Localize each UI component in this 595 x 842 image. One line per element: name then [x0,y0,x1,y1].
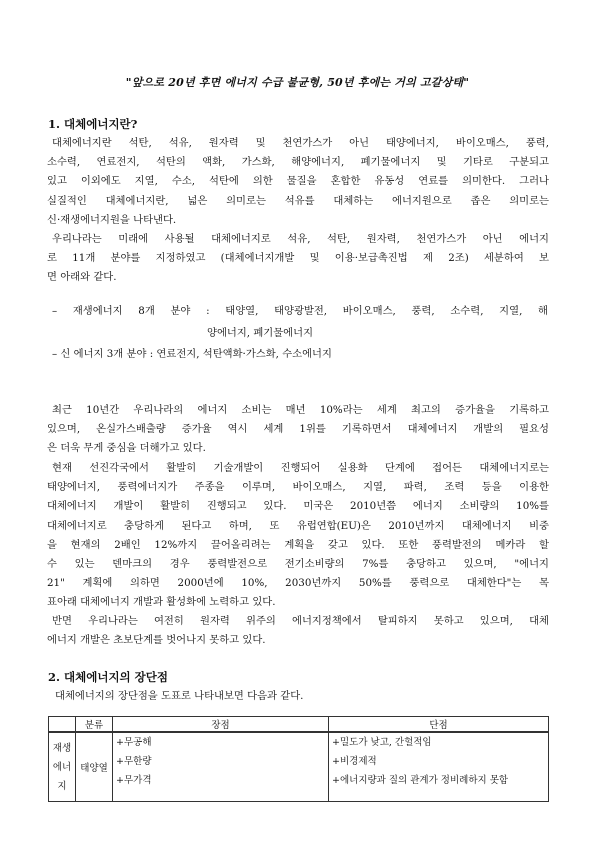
section-2-intro: 대체에너지의 장단점을 도표로 나타내보면 다음과 같다. [55,690,304,702]
text-line: 대체에너지로 충당하게 된다고 하며, 또 유럽연합(EU)은 2010년까지 대체에너지 비중 [47,519,549,532]
category-cell [49,732,76,802]
con-item: +밀도가 낮고, 간헐적임 [332,737,432,748]
paragraph-developed-countries [47,459,549,613]
cons-cell [329,732,549,802]
text-line: 표아래 대체에너지 개발과 활성화에 노력하고 있다. [47,596,276,609]
text-line: 최근 10년간 우리나라의 에너지 소비는 매년 10%라는 세계 최고의 증가율을 기록하고 [52,404,549,416]
text-line: 수 있는 덴마크의 경우 풍력발전으로 전기소비량의 7%를 충당하고 있으며, "에너지 [47,558,549,571]
table-header-category: 분류 [76,717,113,733]
text-line: 대체에너지란 석탄, 석유, 원자력 및 천연가스가 아닌 태양에너지, 바이오매스, 풍력, [52,137,549,149]
bullet-new-energy: – 신 에너지 3개 분야 : 연료전지, 석탄액화·가스화, 수소에너지 [52,348,332,360]
subcategory-cell: 태양열 [76,732,113,802]
text-line: 소수력, 연료전지, 석탄의 액화, 가스화, 해양에너지, 폐기물에너지 및 기타로 구분되고 [47,156,549,169]
text-line: 반면 우리나라는 여전히 원자력 위주의 에너지정책에서 탈피하지 못하고 있으며, 대체 [52,615,549,627]
text-line: 21" 계획에 의하면 2000년에 10%, 2030년까지 50%를 풍력으로 대체한다"는 목 [47,577,549,590]
table-header-row [49,717,549,733]
text-line: 을 현재의 2배인 12%까지 끌어올리려는 계획을 갖고 있다. 또한 풍력발전의 메카라 할 [47,538,549,551]
text-line: 에너지 개발은 초보단계를 벗어나지 못하고 있다. [47,634,266,647]
text-line: 태양에너지, 풍력에너지가 주종을 이루며, 바이오매스, 지열, 파력, 조력 등을 이용한 [47,481,549,494]
text-line: 대체에너지 개발이 활발히 진행되고 있다. 미국은 2010년쯤 에너지 소비량의 10%를 [47,500,549,513]
pro-item: +무한량 [116,756,152,767]
paragraph-korea-designation [47,230,549,288]
bullet-renewable: – 재생에너지 8개 분야 : 태양열, 태양광발전, 바이오매스, 풍력, 소수력, 지열, 해 [52,305,548,317]
text-line: 현재 선진각국에서 활발히 기술개발이 진행되어 실용화 단계에 접어든 대체에너지로는 [52,462,549,474]
text-line: 신·재생에너지원을 나타낸다. [47,213,177,226]
bullet-renewable-cont: 양에너지, 폐기물에너지 [207,327,314,339]
text-line: 로 11개 분야를 지정하였고 (대체에너지개발 및 이용·보급촉진법 제 2조) 세분하여 보 [47,252,549,265]
con-item: +비경제적 [332,756,377,767]
category-text: 에너 [52,761,72,773]
pros-cell [113,732,329,802]
table-row [49,732,549,802]
text-line: 있으며, 온실가스배출량 증가율 역시 세계 1위를 기록하면서 대체에너지 개발의 필요성 [47,423,549,436]
category-text: 재생 [52,742,72,754]
text-line: 실질적인 대체에너지란, 넓은 의미로는 석유를 대체하는 에너지원으로 좁은 의미로는 [47,194,549,207]
pros-cons-table [48,716,549,802]
table-header-pros: 장점 [113,717,329,733]
paragraph-korea-status [47,612,549,650]
table-header-empty [49,717,76,733]
table-header-cons: 단점 [329,717,549,733]
paragraph-definition [47,134,549,230]
paragraph-consumption [47,401,549,459]
section-2-title: 2. 대체에너지의 장단점 [48,670,168,684]
text-line: 은 더욱 무게 중심을 더해가고 있다. [47,442,206,455]
text-line: 면 아래와 같다. [47,271,117,284]
pro-item: +무공해 [116,737,152,748]
category-text: 지 [57,780,67,792]
con-item: +에너지량과 질의 관계가 정비례하지 못함 [332,775,509,786]
section-1-title: 1. 대체에너지란? [48,117,138,131]
text-line: 우리나라는 미래에 사용될 대체에너지로 석유, 석탄, 원자력, 천연가스가 아닌 에너지 [52,233,549,245]
text-line: 있고 이외에도 지열, 수소, 석탄에 의한 물질을 혼합한 유동성 연료를 의미한다. 그러나 [47,175,549,188]
headline: "앞으로 20년 후면 에너지 수급 불균형, 50년 후에는 거의 고갈상태" [125,76,470,89]
pro-item: +무가격 [116,775,152,786]
